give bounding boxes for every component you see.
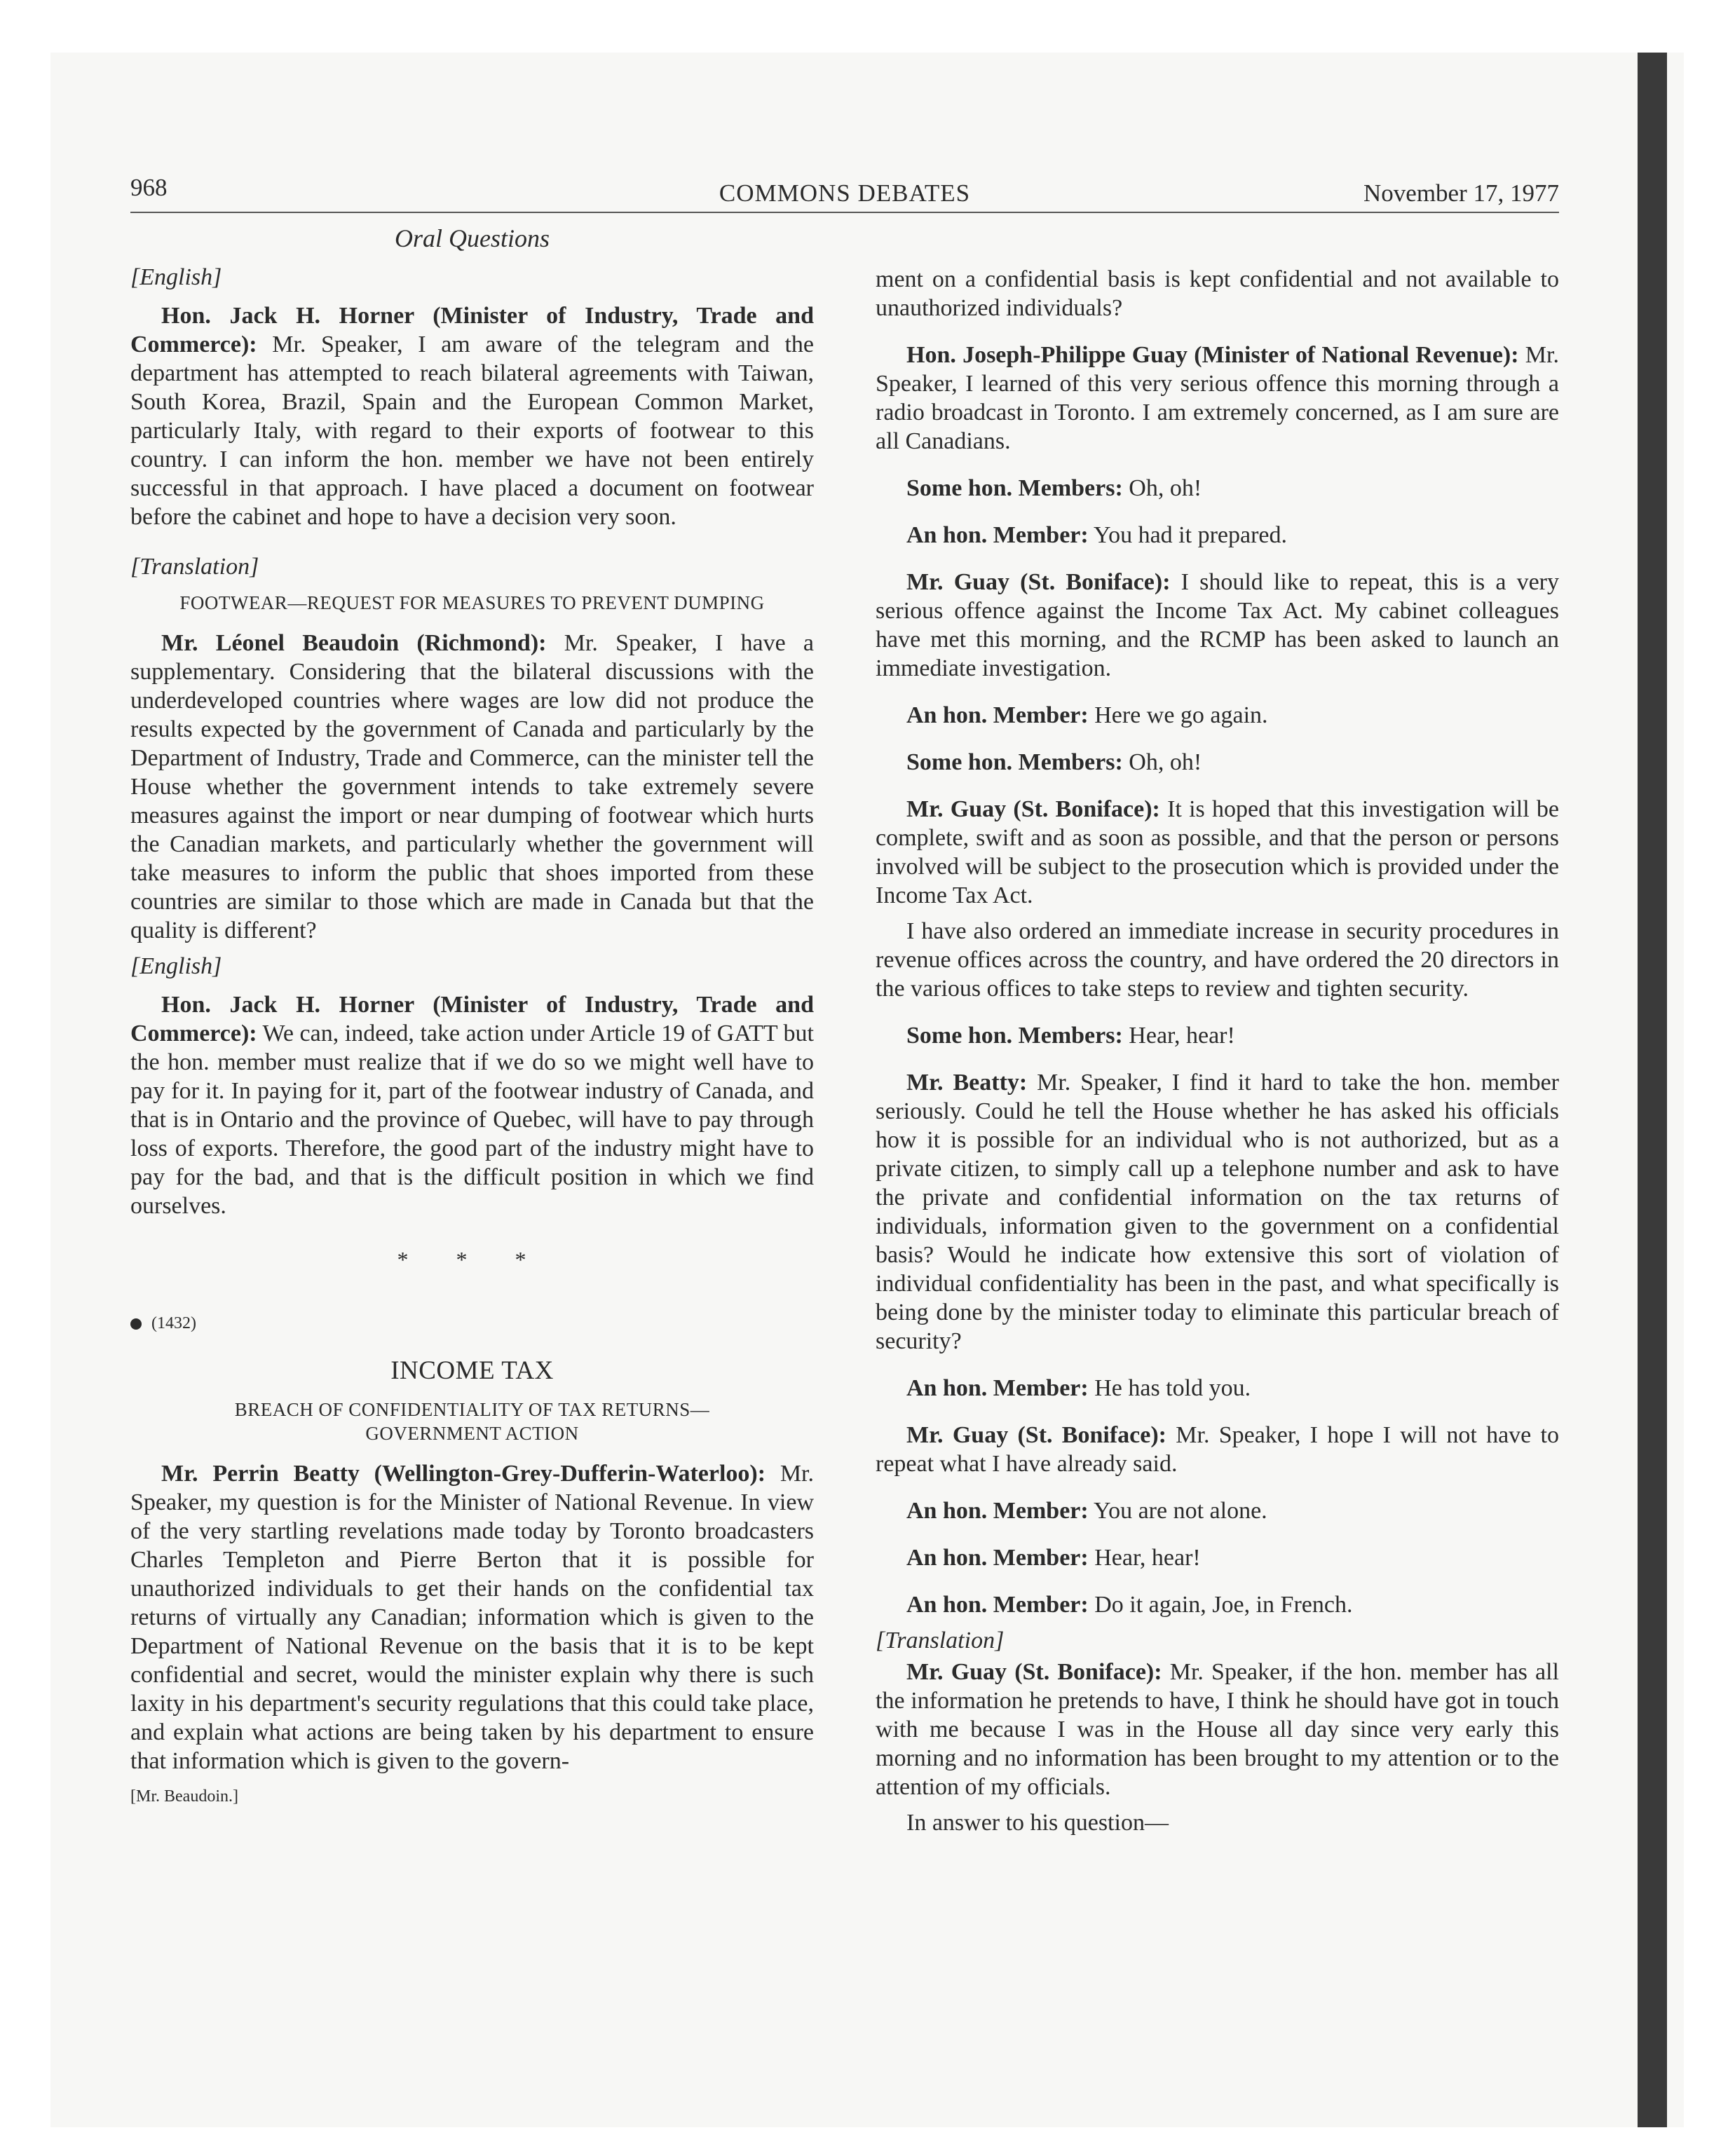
speech-paragraph (130, 1459, 814, 1775)
speech-text: Mr. Speaker, I am aware of the telegram and the department has attempted to reach bilateral agreements with Taiwan, South Korea, Brazil, Spain and the European Common Market, particularly Italy, with regard to their exports of footwear to this country. I can inform the hon. member we have not been entirely successful in that approach. I have placed a document on footwear before the cabinet and hope to have a decision very soon. (130, 332, 814, 530)
speaker-name: Mr. Guay (St. Boniface): (906, 569, 1171, 595)
speech-paragraph (876, 341, 1559, 456)
speech-paragraph: I have also ordered an immediate increase in security procedures in revenue offices across the country, and have ordered the 20 directors in the various offices to take steps to review and tighten security. (876, 918, 1559, 1002)
speaker-name: An hon. Member: (906, 1545, 1089, 1571)
speech-text: Mr. Speaker, my question is for the Minister of National Revenue. In view of the very startling revelations made today by Toronto broadcasters Charles Templeton and Pierre Berton that it is possible for unauthorized individuals to get their hands on the confidential tax returns of virtually any Canadian; information which is given to the Department of National Revenue on the basis that it is to be kept confidential and secret, would the minister explain why there is such laxity in his department's security regulations that this could take place, and explain what actions are being taken by his department to ensure that information which is given to the govern- (130, 1461, 814, 1774)
speech-text: Hear, hear! (1122, 1023, 1235, 1049)
speech-paragraph (876, 474, 1559, 503)
speech-text: Mr. Speaker, I have a supplementary. Considering that the bilateral discussions with the underdeveloped countries where wages are low did not produce the results expected by the government of Canada and particularly by the Department of Industry, Trade and Commerce, can the minister tell the House whether the government intends to take extremely severe measures against the import or near dumping of footwear which hurts the Canadian markets, and particularly whether the government will take measures to inform the public that shoes imported from these countries are similar to those which are made in Canada but that the quality is different? (130, 630, 814, 943)
speaker-name: Mr. Guay (St. Boniface): (906, 796, 1160, 822)
speech-text: I should like to repeat, this is a very serious offence against the Income Tax Act. My cabinet colleagues have met this morning, and the RCMP has been asked to launch an immediate investigation. (876, 569, 1559, 681)
section-title: INCOME TAX (390, 1356, 554, 1385)
speaker-name: Some hon. Members: (906, 1023, 1123, 1049)
speech-paragraph (876, 1068, 1559, 1356)
speech-paragraph (130, 629, 814, 945)
speech-paragraph: In answer to his question— (906, 1810, 1169, 1836)
running-header (130, 175, 1559, 213)
page-footnote: [Mr. Beaudoin.] (130, 1787, 238, 1806)
speaker-name: An hon. Member: (906, 702, 1089, 728)
speech-text: Mr. Speaker, I find it hard to take the hon. member seriously. Could he tell the House whether he has asked his officials how it is possible for an individual who is not authorized, but as a private citizen, to simply call up a telephone number and ask to have the private and confidential information on the tax returns of individuals, information given to the government on a confidential basis? Would he indicate how extensive this sort of violation of individual confidentiality has been in the past, and what specifically is being done by the minister today to eliminate this particular breach of security? (876, 1070, 1559, 1354)
speech-paragraph (876, 1021, 1559, 1050)
speaker-name: Some hon. Members: (906, 475, 1123, 501)
speaker-name: An hon. Member: (906, 1375, 1089, 1401)
speech-text: Mr. Speaker, I hope I will not have to repeat what I have already said. (876, 1422, 1559, 1477)
speech-paragraph (876, 521, 1559, 550)
speech-text: Hear, hear! (1088, 1545, 1201, 1571)
speaker-name: Some hon. Members: (906, 749, 1123, 775)
speech-text: Mr. Speaker, I learned of this very serious offence this morning through a radio broadcast in Toronto. I am extremely concerned, as I am sure are all Canadians. (876, 342, 1559, 454)
speaker-name: An hon. Member: (906, 522, 1089, 548)
section-separator: * * * (397, 1247, 547, 1272)
speaker-name: An hon. Member: (906, 1498, 1089, 1524)
header-date: November 17, 1977 (1363, 179, 1559, 207)
speech-paragraph (876, 1374, 1559, 1403)
document-page (130, 175, 1559, 2082)
language-tag: [Translation] (130, 554, 259, 580)
speech-paragraph (876, 1658, 1559, 1801)
speaker-name: Mr. Perrin Beatty (Wellington-Grey-Dufferin-Waterloo): (161, 1461, 766, 1487)
speaker-name: Mr. Guay (St. Boniface): (906, 1422, 1166, 1448)
publication-title: COMMONS DEBATES (719, 179, 971, 207)
speech-paragraph (876, 795, 1559, 910)
subject-heading: BREACH OF CONFIDENTIALITY OF TAX RETURNS— GOVERNMENT ACTION (234, 1399, 710, 1444)
speech-paragraph (876, 1543, 1559, 1572)
speech-text: Mr. Speaker, if the hon. member has all the information he pretends to have, I think he should have got in touch with me because I was in the House all day since very early this morning and no information has been brought to my attention or to the attention of my officials. (876, 1659, 1560, 1800)
speech-paragraph (876, 1496, 1559, 1525)
language-tag: [English] (130, 264, 222, 290)
speech-paragraph: ment on a confidential basis is kept confidential and not available to unauthorized individuals? (876, 266, 1559, 321)
speech-paragraph (876, 701, 1559, 730)
speech-paragraph (876, 748, 1559, 777)
speech-text: Oh, oh! (1122, 475, 1202, 501)
speaker-name: Hon. Jack H. Horner (Minister of Industry, Trade and Commerce): (130, 303, 814, 357)
speaker-name: Mr. Beatty: (906, 1070, 1028, 1096)
speech-paragraph (876, 1590, 1559, 1619)
left-column (130, 224, 814, 1811)
speech-text: You are not alone. (1088, 1498, 1267, 1524)
speech-text: We can, indeed, take action under Article 19 of GATT but the hon. member must realize that if we do so we might well have to pay for it. In paying for it, part of the footwear industry of Canada, and that is in Ontario and the province of Quebec, will have to pay through loss of exports. Therefore, the good part of the industry might have to pay for the bad, and that is the difficult position in which we find ourselves. (130, 1021, 814, 1219)
speaker-name: An hon. Member: (906, 1592, 1089, 1618)
time-marker (130, 1309, 814, 1338)
speaker-name: Hon. Joseph-Philippe Guay (Minister of National Revenue): (906, 342, 1519, 368)
speech-text: Do it again, Joe, in French. (1088, 1592, 1353, 1618)
subject-heading: FOOTWEAR—REQUEST FOR MEASURES TO PREVENT DUMPING (179, 592, 765, 613)
speech-paragraph (876, 568, 1559, 683)
speech-text: You had it prepared. (1088, 522, 1287, 548)
section-label: Oral Questions (394, 224, 550, 252)
speech-text: He has told you. (1088, 1375, 1251, 1401)
time-marker-text: (1432) (151, 1314, 196, 1332)
bullet-dot-icon (130, 1318, 142, 1330)
scan-edge-bar (1638, 53, 1667, 2127)
speech-paragraph (130, 990, 814, 1220)
speech-text: Oh, oh! (1122, 749, 1202, 775)
speaker-name: Hon. Jack H. Horner (Minister of Industry, Trade and Commerce): (130, 992, 814, 1046)
language-tag: [English] (130, 953, 222, 979)
speech-paragraph (130, 301, 814, 531)
language-tag: [Translation] (876, 1628, 1005, 1653)
speaker-name: Mr. Léonel Beaudoin (Richmond): (161, 630, 547, 656)
speech-text: Here we go again. (1088, 702, 1268, 728)
right-column (876, 265, 1559, 1855)
speech-text: It is hoped that this investigation will be complete, swift and as soon as possible, and that the person or persons involved will be subject to the prosecution which is provided under the Income Tax Act. (876, 796, 1559, 908)
speech-paragraph (876, 1421, 1559, 1478)
page-number: 968 (130, 174, 168, 201)
speaker-name: Mr. Guay (St. Boniface): (906, 1659, 1162, 1685)
